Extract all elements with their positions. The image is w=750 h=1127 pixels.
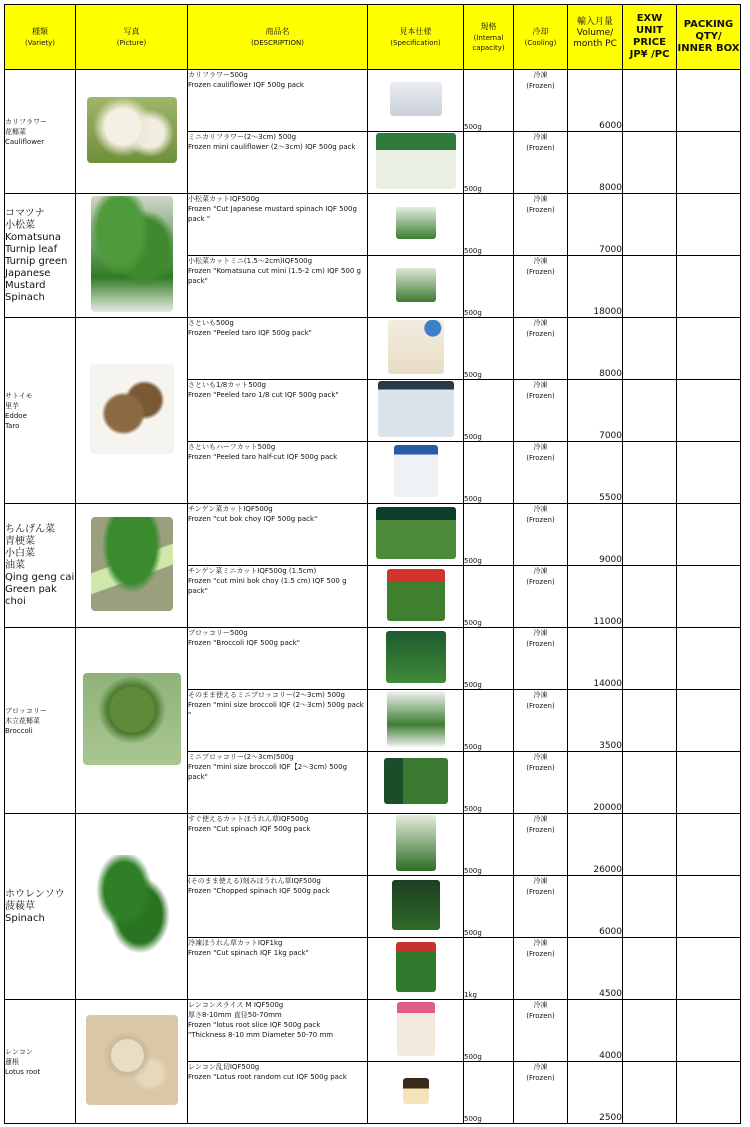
- package-photo: [392, 880, 440, 930]
- packing-cell: [677, 938, 741, 1000]
- specification-cell: [368, 70, 464, 132]
- capacity-cell: 500g: [464, 752, 514, 814]
- package-photo: [390, 82, 442, 116]
- cooling-en: (Frozen): [526, 516, 555, 524]
- price-cell: [623, 876, 677, 938]
- product-name-jp: ミニブロッコリー(2〜3cm)500g: [188, 753, 294, 761]
- cooling-en: (Frozen): [526, 1074, 555, 1082]
- capacity-cell: 500g: [464, 690, 514, 752]
- specification-cell: [368, 132, 464, 194]
- cooling-jp: 冷凍: [533, 629, 548, 637]
- product-name-en: Frozen "cut bok choy IQF 500g pack": [188, 515, 318, 523]
- product-name-en: Frozen mini cauliflower (2〜3cm) IQF 500g pack: [188, 143, 356, 151]
- capacity-cell: 500g: [464, 504, 514, 566]
- bok-choy-photo: [91, 517, 173, 611]
- volume-cell: 5500: [568, 442, 623, 504]
- product-name-jp: チンゲン菜ミニカットIQF500g (1.5cm): [188, 567, 317, 575]
- description-cell: [188, 752, 368, 814]
- price-cell: [623, 194, 677, 256]
- header-specification: 見本仕様 (Specification): [368, 5, 464, 70]
- specification-cell: [368, 690, 464, 752]
- cooling-cell: [514, 690, 568, 752]
- header-capacity: 規格 (Internal capacity): [464, 5, 514, 70]
- volume-cell: 26000: [568, 814, 623, 876]
- volume-cell: 3500: [568, 690, 623, 752]
- cooling-cell: [514, 938, 568, 1000]
- capacity-cell: 1kg: [464, 938, 514, 1000]
- specification-cell: [368, 504, 464, 566]
- description-cell: [188, 194, 368, 256]
- price-cell: [623, 1000, 677, 1062]
- package-photo: [387, 569, 445, 621]
- cooling-cell: [514, 380, 568, 442]
- cooling-cell: [514, 194, 568, 256]
- cooling-jp: 冷凍: [533, 71, 548, 79]
- header-packing: PACKING QTY/ INNER BOX: [677, 5, 741, 70]
- package-photo: [394, 445, 438, 497]
- package-photo: [376, 133, 456, 189]
- product-name-en: Frozen "Peeled taro 1/8 cut IQF 500g pack": [188, 391, 339, 399]
- price-cell: [623, 132, 677, 194]
- packing-cell: [677, 442, 741, 504]
- cooling-cell: [514, 1000, 568, 1062]
- cooling-cell: [514, 752, 568, 814]
- variety-cell: カリフラワー 花椰菜 Cauliflower: [5, 70, 76, 194]
- price-cell: [623, 1062, 677, 1124]
- price-cell: [623, 752, 677, 814]
- product-name-jp: カリフラワー500g: [188, 71, 248, 79]
- specification-cell: [368, 814, 464, 876]
- cooling-jp: 冷凍: [533, 443, 548, 451]
- lotus-root-photo: [86, 1015, 178, 1105]
- packing-cell: [677, 628, 741, 690]
- volume-cell: 7000: [568, 380, 623, 442]
- product-name-en: Frozen "Lotus root random cut IQF 500g pack: [188, 1073, 347, 1081]
- volume-cell: 7000: [568, 194, 623, 256]
- capacity-cell: 500g: [464, 70, 514, 132]
- product-name-en: Frozen "lotus root slice IQF 500g pack "Thickness 8-10 mm Diameter 50-70 mm: [188, 1021, 334, 1039]
- broccoli-photo: [83, 673, 181, 765]
- capacity-cell: 500g: [464, 256, 514, 318]
- product-name-jp: (そのまま使える)刻みほうれん草IQF500g: [188, 877, 321, 885]
- cooling-cell: [514, 504, 568, 566]
- variety-cell: ホウレンソウ 菠薐草 Spinach: [5, 814, 76, 1000]
- product-name-jp: ブロッコリー500g: [188, 629, 248, 637]
- product-table: [4, 4, 741, 1124]
- table-row: [5, 1000, 741, 1062]
- product-name-jp: さといも500g: [188, 319, 234, 327]
- packing-cell: [677, 256, 741, 318]
- product-name-en: Frozen cauliflower IQF 500g pack: [188, 81, 304, 89]
- price-cell: [623, 814, 677, 876]
- packing-cell: [677, 380, 741, 442]
- description-cell: [188, 1000, 368, 1062]
- price-cell: [623, 566, 677, 628]
- packing-cell: [677, 1000, 741, 1062]
- header-cooling: 冷却 (Cooling): [514, 5, 568, 70]
- package-photo: [396, 207, 436, 239]
- table-row: [5, 628, 741, 690]
- product-name-en: Frozen "Peeled taro IQF 500g pack": [188, 329, 312, 337]
- picture-cell: [76, 194, 188, 318]
- package-photo: [396, 268, 436, 302]
- specification-cell: [368, 194, 464, 256]
- cooling-en: (Frozen): [526, 82, 555, 90]
- cooling-cell: [514, 814, 568, 876]
- specification-cell: [368, 1062, 464, 1124]
- price-cell: [623, 442, 677, 504]
- package-photo: [387, 691, 445, 747]
- cooling-jp: 冷凍: [533, 195, 548, 203]
- cooling-jp: 冷凍: [533, 319, 548, 327]
- table-row: [5, 814, 741, 876]
- cooling-en: (Frozen): [526, 392, 555, 400]
- table-row: [5, 194, 741, 256]
- product-name-en: Frozen "Broccoli IQF 500g pack": [188, 639, 300, 647]
- description-cell: [188, 876, 368, 938]
- capacity-cell: 500g: [464, 1062, 514, 1124]
- picture-cell: [76, 70, 188, 194]
- description-cell: [188, 690, 368, 752]
- specification-cell: [368, 752, 464, 814]
- package-photo: [403, 1078, 429, 1104]
- komatsuna-photo: [91, 196, 173, 312]
- description-cell: [188, 504, 368, 566]
- price-cell: [623, 938, 677, 1000]
- volume-cell: 18000: [568, 256, 623, 318]
- product-name-en: Frozen "Chopped spinach IQF 500g pack: [188, 887, 330, 895]
- volume-cell: 4000: [568, 1000, 623, 1062]
- cooling-en: (Frozen): [526, 888, 555, 896]
- variety-cell: コマツナ 小松菜 Komatsuna Turnip leaf Turnip green Japanese Mustard Spinach: [5, 194, 76, 318]
- description-cell: [188, 566, 368, 628]
- cooling-jp: 冷凍: [533, 133, 548, 141]
- package-photo: [384, 758, 448, 804]
- product-name-jp: 小松菜カットミニ(1.5〜2cm)IQF500g: [188, 257, 313, 265]
- picture-cell: [76, 318, 188, 504]
- product-name-jp: すぐ使えるカットほうれん草IQF500g: [188, 815, 309, 823]
- cooling-en: (Frozen): [526, 578, 555, 586]
- package-photo: [386, 631, 446, 683]
- header-row: [5, 5, 741, 70]
- cooling-cell: [514, 442, 568, 504]
- specification-cell: [368, 876, 464, 938]
- variety-cell: レンコン 蓮根 Lotus root: [5, 1000, 76, 1124]
- specification-cell: [368, 380, 464, 442]
- variety-cell: サトイモ 里芋 Eddoe Taro: [5, 318, 76, 504]
- cooling-cell: [514, 256, 568, 318]
- capacity-cell: 500g: [464, 442, 514, 504]
- picture-cell: [76, 504, 188, 628]
- package-photo: [396, 815, 436, 871]
- picture-cell: [76, 814, 188, 1000]
- cooling-en: (Frozen): [526, 640, 555, 648]
- cooling-cell: [514, 132, 568, 194]
- header-description: 商品名 (DESCRIPTION): [188, 5, 368, 70]
- product-name-en: Frozen "Cut Japanese mustard spinach IQF 500g pack ": [188, 205, 357, 223]
- price-cell: [623, 318, 677, 380]
- package-photo: [396, 942, 436, 992]
- product-name-en: Frozen "mini size broccoli IQF (2〜3cm) 500g pack ": [188, 701, 364, 719]
- volume-cell: 6000: [568, 70, 623, 132]
- description-cell: [188, 628, 368, 690]
- picture-cell: [76, 628, 188, 814]
- variety-cell: ブロッコリー 木立花椰菜 Broccoli: [5, 628, 76, 814]
- packing-cell: [677, 194, 741, 256]
- volume-cell: 6000: [568, 876, 623, 938]
- volume-cell: 9000: [568, 504, 623, 566]
- product-name-en: Frozen "cut mini bok choy (1.5 cm) IQF 500 g pack": [188, 577, 347, 595]
- capacity-cell: 500g: [464, 318, 514, 380]
- table-row: [5, 504, 741, 566]
- description-cell: [188, 132, 368, 194]
- packing-cell: [677, 752, 741, 814]
- volume-cell: 8000: [568, 318, 623, 380]
- header-picture: 写真 (Picture): [76, 5, 188, 70]
- cooling-jp: 冷凍: [533, 381, 548, 389]
- header-volume: 輸入月量 Volume/ month PC: [568, 5, 623, 70]
- taro-photo: [90, 364, 174, 454]
- volume-cell: 20000: [568, 752, 623, 814]
- specification-cell: [368, 938, 464, 1000]
- cooling-cell: [514, 1062, 568, 1124]
- price-cell: [623, 504, 677, 566]
- cauliflower-photo: [87, 97, 177, 163]
- capacity-cell: 500g: [464, 876, 514, 938]
- capacity-cell: 500g: [464, 380, 514, 442]
- description-cell: [188, 442, 368, 504]
- cooling-en: (Frozen): [526, 764, 555, 772]
- description-cell: [188, 256, 368, 318]
- packing-cell: [677, 504, 741, 566]
- variety-cell: ちんげん菜 青梗菜 小白菜 油菜 Qing geng cai Green pak choi: [5, 504, 76, 628]
- specification-cell: [368, 318, 464, 380]
- description-cell: [188, 1062, 368, 1124]
- volume-cell: 8000: [568, 132, 623, 194]
- cooling-en: (Frozen): [526, 268, 555, 276]
- specification-cell: [368, 566, 464, 628]
- package-photo: [388, 320, 444, 374]
- cooling-en: (Frozen): [526, 330, 555, 338]
- cooling-en: (Frozen): [526, 144, 555, 152]
- packing-cell: [677, 814, 741, 876]
- product-name-en: Frozen "Komatsuna cut mini (1.5-2 cm) IQF 500 g pack": [188, 267, 361, 285]
- product-name-jp: ミニカリフラワー(2〜3cm) 500g: [188, 133, 297, 141]
- package-photo: [378, 381, 454, 437]
- packing-cell: [677, 132, 741, 194]
- packing-cell: [677, 1062, 741, 1124]
- packing-cell: [677, 690, 741, 752]
- spinach-photo: [93, 855, 171, 955]
- specification-cell: [368, 1000, 464, 1062]
- description-cell: [188, 318, 368, 380]
- table-row: [5, 70, 741, 132]
- price-cell: [623, 70, 677, 132]
- capacity-cell: 500g: [464, 132, 514, 194]
- price-cell: [623, 690, 677, 752]
- package-photo: [376, 507, 456, 559]
- capacity-cell: 500g: [464, 1000, 514, 1062]
- cooling-en: (Frozen): [526, 702, 555, 710]
- cooling-jp: 冷凍: [533, 815, 548, 823]
- price-cell: [623, 380, 677, 442]
- packing-cell: [677, 70, 741, 132]
- product-name-jp: チンゲン菜カットIQF500g: [188, 505, 273, 513]
- cooling-jp: 冷凍: [533, 1001, 548, 1009]
- product-name-jp: 小松菜カットIQF500g: [188, 195, 260, 203]
- cooling-jp: 冷凍: [533, 505, 548, 513]
- cooling-jp: 冷凍: [533, 1063, 548, 1071]
- cooling-en: (Frozen): [526, 826, 555, 834]
- capacity-cell: 500g: [464, 814, 514, 876]
- package-photo: [397, 1002, 435, 1056]
- description-cell: [188, 938, 368, 1000]
- header-variety: 種類 (Variety): [5, 5, 76, 70]
- capacity-cell: 500g: [464, 566, 514, 628]
- cooling-jp: 冷凍: [533, 939, 548, 947]
- price-cell: [623, 256, 677, 318]
- volume-cell: 2500: [568, 1062, 623, 1124]
- description-cell: [188, 70, 368, 132]
- cooling-cell: [514, 876, 568, 938]
- product-name-jp: さといもハーフカット500g: [188, 443, 276, 451]
- volume-cell: 11000: [568, 566, 623, 628]
- cooling-en: (Frozen): [526, 454, 555, 462]
- product-name-en: Frozen "Cut spinach IQF 500g pack: [188, 825, 311, 833]
- cooling-en: (Frozen): [526, 206, 555, 214]
- capacity-cell: 500g: [464, 628, 514, 690]
- packing-cell: [677, 566, 741, 628]
- packing-cell: [677, 876, 741, 938]
- capacity-cell: 500g: [464, 194, 514, 256]
- specification-cell: [368, 442, 464, 504]
- volume-cell: 4500: [568, 938, 623, 1000]
- product-name-jp: 冷凍ほうれん草カットIQF1kg: [188, 939, 283, 947]
- cooling-jp: 冷凍: [533, 567, 548, 575]
- description-cell: [188, 380, 368, 442]
- cooling-cell: [514, 628, 568, 690]
- price-cell: [623, 628, 677, 690]
- specification-cell: [368, 628, 464, 690]
- cooling-jp: 冷凍: [533, 877, 548, 885]
- cooling-en: (Frozen): [526, 1012, 555, 1020]
- product-name-jp: さといも1/8カット500g: [188, 381, 266, 389]
- volume-cell: 14000: [568, 628, 623, 690]
- product-name-en: Frozen "Peeled taro half-cut IQF 500g pack: [188, 453, 338, 461]
- specification-cell: [368, 256, 464, 318]
- picture-cell: [76, 1000, 188, 1124]
- cooling-jp: 冷凍: [533, 691, 548, 699]
- cooling-jp: 冷凍: [533, 257, 548, 265]
- product-name-en: Frozen "Cut spinach IQF 1kg pack": [188, 949, 309, 957]
- cooling-cell: [514, 566, 568, 628]
- product-name-jp: レンコンスライス M IQF500g 厚さ8-10mm 直径50-70mm: [188, 1001, 284, 1019]
- cooling-jp: 冷凍: [533, 753, 548, 761]
- cooling-cell: [514, 318, 568, 380]
- product-name-en: Frozen "mini size broccoli IQF【2〜3cm) 500g pack": [188, 763, 348, 781]
- product-name-jp: レンコン乱切IQF500g: [188, 1063, 260, 1071]
- packing-cell: [677, 318, 741, 380]
- cooling-cell: [514, 70, 568, 132]
- header-price: EXW UNIT PRICE JP¥ /PC: [623, 5, 677, 70]
- product-name-jp: そのまま使えるミニブロッコリー(2〜3cm) 500g: [188, 691, 345, 699]
- description-cell: [188, 814, 368, 876]
- table-row: [5, 318, 741, 380]
- cooling-en: (Frozen): [526, 950, 555, 958]
